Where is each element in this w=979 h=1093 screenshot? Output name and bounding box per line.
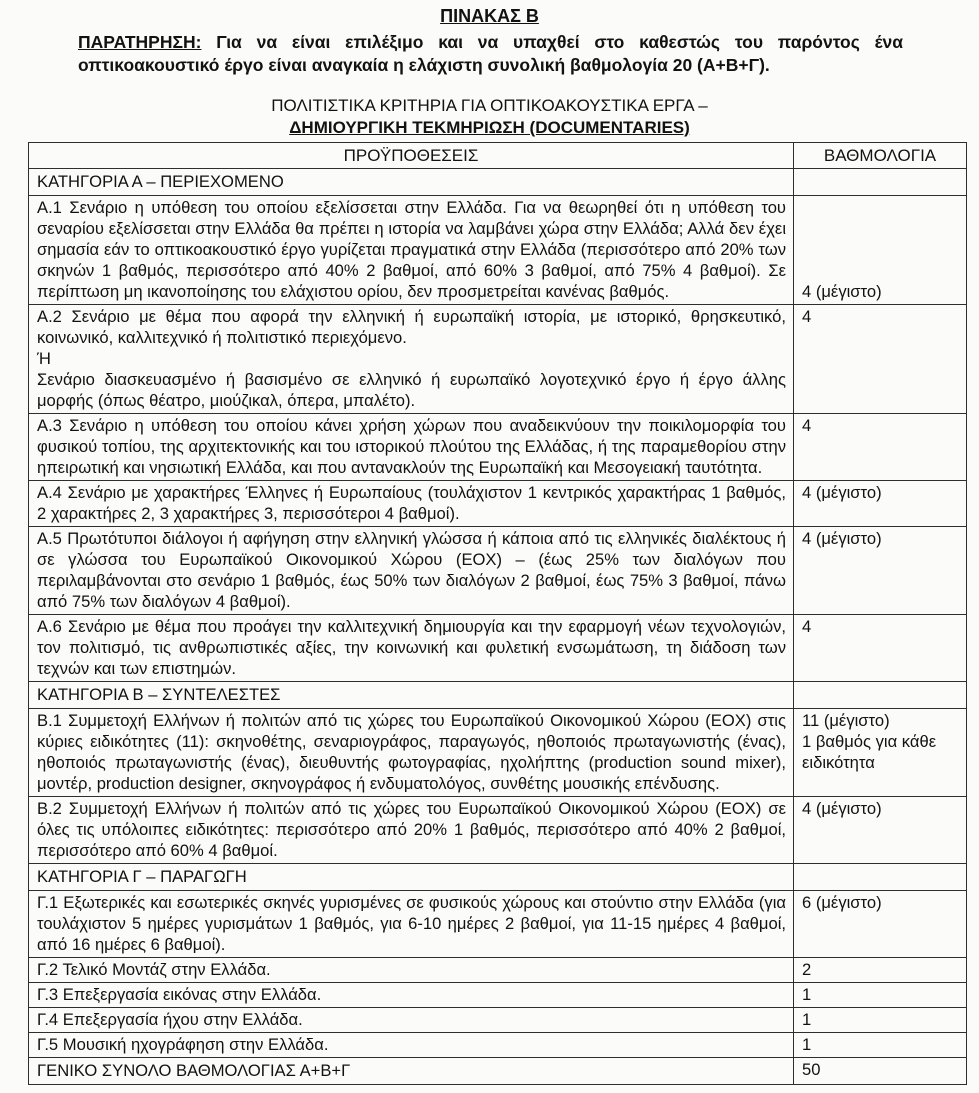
criteria-text: Α.2 Σενάριο με θέμα που αφορά την ελληνική ή ευρωπαϊκή ιστορία, με ιστορικό, θρησκευτικό, κοινωνικό, καλλιτεχνικό ή πολιτιστικό περιεχόμενο.	[37, 307, 786, 347]
score-text: 11 (μέγιστο)	[802, 711, 890, 730]
criteria-cell	[29, 891, 794, 958]
score-cell	[794, 1008, 967, 1033]
criteria-text: Α.1 Σενάριο η υπόθεση του οποίου εξελίσσεται στην Ελλάδα. Για να θεωρηθεί ότι η υπόθεση του σεναρίου εξελίσσεται στην Ελλάδα θα πρέπει η ιστορία να λαμβάνει χώρα στην Ελλάδα; Αλλά δεν έχει σημασία εάν το οπτικοακουστικό έργο γυρίζεται πραγματικά στην Ελλάδα (περισσότερο από 20% των σκηνών 1 βαθμός, περισσότερο από 40% 2 βαθμοί, από 60% 3 βαθμοί, από 75% 4 βαθμοί). Σε περίπτωση μη ικανοποίησης του ελάχιστου ορίου, δεν προσμετρείται κανένας βαθμός.	[37, 198, 786, 301]
criteria-cell	[29, 169, 794, 196]
score-text: 4	[802, 416, 812, 435]
table-row	[29, 983, 967, 1008]
criteria-cell	[29, 1058, 794, 1085]
criteria-cell	[29, 797, 794, 864]
score-column-header: ΒΑΘΜΟΛΟΓΙΑ	[794, 143, 967, 169]
criteria-cell	[29, 1033, 794, 1058]
table-row	[29, 615, 967, 682]
criteria-text: Γ.1 Εξωτερικές και εσωτερικές σκηνές γυρισμένες σε φυσικούς χώρους και στούντιο στην Ελλάδα (για τουλάχιστον 5 ημέρες γυρισμάτων 1 βαθμός, για 6-10 ημέρες 2 βαθμοί, για 11-15 ημέρες 4 βαθμοί, από 16 ημέρες 6 βαθμοί).	[37, 893, 786, 954]
criteria-cell	[29, 983, 794, 1008]
criteria-text: Γ.4 Επεξεργασία ήχου στην Ελλάδα.	[37, 1010, 303, 1029]
criteria-cell	[29, 864, 794, 891]
criteria-cell	[29, 682, 794, 709]
criteria-text: ΚΑΤΗΓΟΡΙΑ Β – ΣΥΝΤΕΛΕΣΤΕΣ	[37, 685, 281, 704]
score-cell	[794, 414, 967, 481]
score-text: 1	[802, 1010, 812, 1029]
note-label: ΠΑΡΑΤΗΡΗΣΗ:	[78, 32, 202, 52]
criteria-cell	[29, 196, 794, 305]
score-cell	[794, 481, 967, 527]
score-text: 4 (μέγιστο)	[802, 282, 882, 301]
table-row	[29, 958, 967, 983]
score-cell	[794, 1058, 967, 1085]
section-row	[29, 169, 967, 196]
criteria-text: Γ.3 Επεξεργασία εικόνας στην Ελλάδα.	[37, 985, 322, 1004]
score-text: 50	[802, 1060, 821, 1079]
criteria-table	[28, 142, 967, 1085]
table-row	[29, 1058, 967, 1085]
criteria-text: Β.1 Συμμετοχή Ελλήνων ή πολιτών από τις χώρες του Ευρωπαϊκού Οικονομικού Χώρου (ΕΟΧ) στις κύριες ειδικότητες (11): σκηνοθέτης, σεναριογράφος, παραγωγός, ηθοποιός πρωταγωνιστής (ένας), ηθοποιός πρωταγωνιστής (ένας), διευθυντής φωτογραφίας, ηχολήπτης (production sound mixer), μοντέρ, production designer, σκηνογράφος ή ενδυματολόγος, συνθέτης μουσικής επένδυσης.	[37, 711, 786, 793]
criteria-cell	[29, 527, 794, 615]
score-text: 4 (μέγιστο)	[802, 799, 882, 818]
table-row	[29, 1033, 967, 1058]
table-row	[29, 305, 967, 414]
score-cell	[794, 709, 967, 797]
table-row	[29, 1008, 967, 1033]
table-row	[29, 196, 967, 305]
page-title: ΠΙΝΑΚΑΣ Β	[440, 6, 539, 26]
score-cell	[794, 958, 967, 983]
score-cell	[794, 797, 967, 864]
criteria-text: Ή	[37, 349, 51, 368]
table-header-row	[29, 143, 967, 169]
score-cell	[794, 527, 967, 615]
score-text: 1	[802, 985, 812, 1004]
criteria-text: Α.5 Πρωτότυποι διάλογοι ή αφήγηση στην ελληνική γλώσσα ή κάποια από τις ελληνικές διαλέκτους ή σε γλώσσα του Ευρωπαϊκού Οικονομικού Χώρου (ΕΟΧ) – (έως 25% των διαλόγων που περιλαμβάνονται στο σενάριο 1 βαθμός, έως 50% των διαλόγων 2 βαθμοί, έως 75% 3 βαθμοί, πάνω από 75% των διαλόγων 4 βαθμοί).	[37, 529, 786, 611]
score-cell	[794, 169, 967, 196]
score-cell	[794, 615, 967, 682]
criteria-cell	[29, 481, 794, 527]
score-text: 1	[802, 1035, 812, 1054]
criteria-cell	[29, 1008, 794, 1033]
score-text: 2	[802, 960, 812, 979]
note-paragraph	[78, 31, 903, 77]
criteria-text: Σενάριο διασκευασμένο ή βασισμένο σε ελληνικό ή ευρωπαϊκό λογοτεχνικό έργο ή έργο άλλης μορφής (όπως θέατρο, μιούζικαλ, όπερα, μπαλέτο).	[37, 370, 786, 410]
table-row	[29, 709, 967, 797]
score-text: 1 βαθμός για κάθε ειδικότητα	[802, 732, 937, 772]
criteria-text: Γ.5 Μουσική ηχογράφηση στην Ελλάδα.	[37, 1035, 329, 1054]
table-row	[29, 414, 967, 481]
criteria-cell	[29, 414, 794, 481]
table-row	[29, 797, 967, 864]
table-body	[29, 169, 967, 1085]
score-cell	[794, 891, 967, 958]
criteria-cell	[29, 709, 794, 797]
criteria-text: Α.4 Σενάριο με χαρακτήρες Έλληνες ή Ευρωπαίους (τουλάχιστον 1 κεντρικός χαρακτήρας 1 βαθμός, 2 χαρακτήρες 2, 3 χαρακτήρες 3, περισσότεροι 4 βαθμοί).	[37, 483, 786, 523]
criteria-cell	[29, 615, 794, 682]
table-subtitle-line1: ΠΟΛΙΤΙΣΤΙΚΑ ΚΡΙΤΗΡΙΑ ΓΙΑ ΟΠΤΙΚΟΑΚΟΥΣΤΙΚΑ ΕΡΓΑ –	[271, 96, 708, 115]
section-row	[29, 864, 967, 891]
section-row	[29, 682, 967, 709]
score-cell	[794, 1033, 967, 1058]
criteria-text: ΚΑΤΗΓΟΡΙΑ Γ – ΠΑΡΑΓΩΓΗ	[37, 867, 247, 886]
score-text: 4	[802, 617, 812, 636]
score-text: 4 (μέγιστο)	[802, 483, 882, 502]
criteria-column-header: ΠΡΟΫΠΟΘΕΣΕΙΣ	[29, 143, 794, 169]
score-cell	[794, 864, 967, 891]
score-cell	[794, 983, 967, 1008]
criteria-cell	[29, 305, 794, 414]
table-subtitle-line2: ΔΗΜΙΟΥΡΓΙΚΗ ΤΕΚΜΗΡΙΩΣΗ (DOCUMENTARIES)	[289, 118, 690, 137]
table-row	[29, 481, 967, 527]
criteria-text: Γ.2 Τελικό Μοντάζ στην Ελλάδα.	[37, 960, 271, 979]
criteria-text: Β.2 Συμμετοχή Ελλήνων ή πολιτών από τις χώρες του Ευρωπαϊκού Οικονομικού Χώρου (ΕΟΧ) σε όλες τις υπόλοιπες ειδικότητες: περισσότερο από 20% 1 βαθμός, περισσότερο από 40% 2 βαθμοί, περισσότερο από 60% 4 βαθμοί.	[37, 799, 786, 860]
criteria-text: ΚΑΤΗΓΟΡΙΑ Α – ΠΕΡΙΕΧΟΜΕΝΟ	[37, 172, 284, 191]
criteria-text: ΓΕΝΙΚΟ ΣΥΝΟΛΟ ΒΑΘΜΟΛΟΓΙΑΣ Α+Β+Γ	[37, 1061, 351, 1080]
score-text: 4	[802, 307, 812, 326]
criteria-text: Α.6 Σενάριο με θέμα που προάγει την καλλιτεχνική δημιουργία και την εφαρμογή νέων τεχνολογιών, τον πολιτισμό, τις ανθρωπιστικές αξίες, την κοινωνική και φυλετική ενσωμάτωση, τη διάδοση των τεχνών και των επιστημών.	[37, 617, 786, 678]
criteria-cell	[29, 958, 794, 983]
criteria-text: Α.3 Σενάριο η υπόθεση του οποίου κάνει χρήση χώρων που αναδεικνύουν την ποικιλομορφία του φυσικού τοπίου, της αρχιτεκτονικής και του ιστορικού πλούτου της Ελλάδας, ή της παραμεθορίου στην ηπειρωτική και νησιωτική Ελλάδα, και που αντανακλούν της Ευρωπαϊκή και Μεσογειακή ταυτότητα.	[37, 416, 786, 477]
table-row	[29, 527, 967, 615]
score-cell	[794, 682, 967, 709]
table-row	[29, 891, 967, 958]
score-text: 4 (μέγιστο)	[802, 529, 882, 548]
score-cell	[794, 196, 967, 305]
score-text: 6 (μέγιστο)	[802, 893, 882, 912]
note-text: Για να είναι επιλέξιμο και να υπαχθεί στο καθεστώς του παρόντος ένα οπτικοακουστικό έργο είναι αναγκαία η ελάχιστη συνολική βαθμολογία 20 (Α+Β+Γ).	[78, 32, 903, 75]
score-cell	[794, 305, 967, 414]
